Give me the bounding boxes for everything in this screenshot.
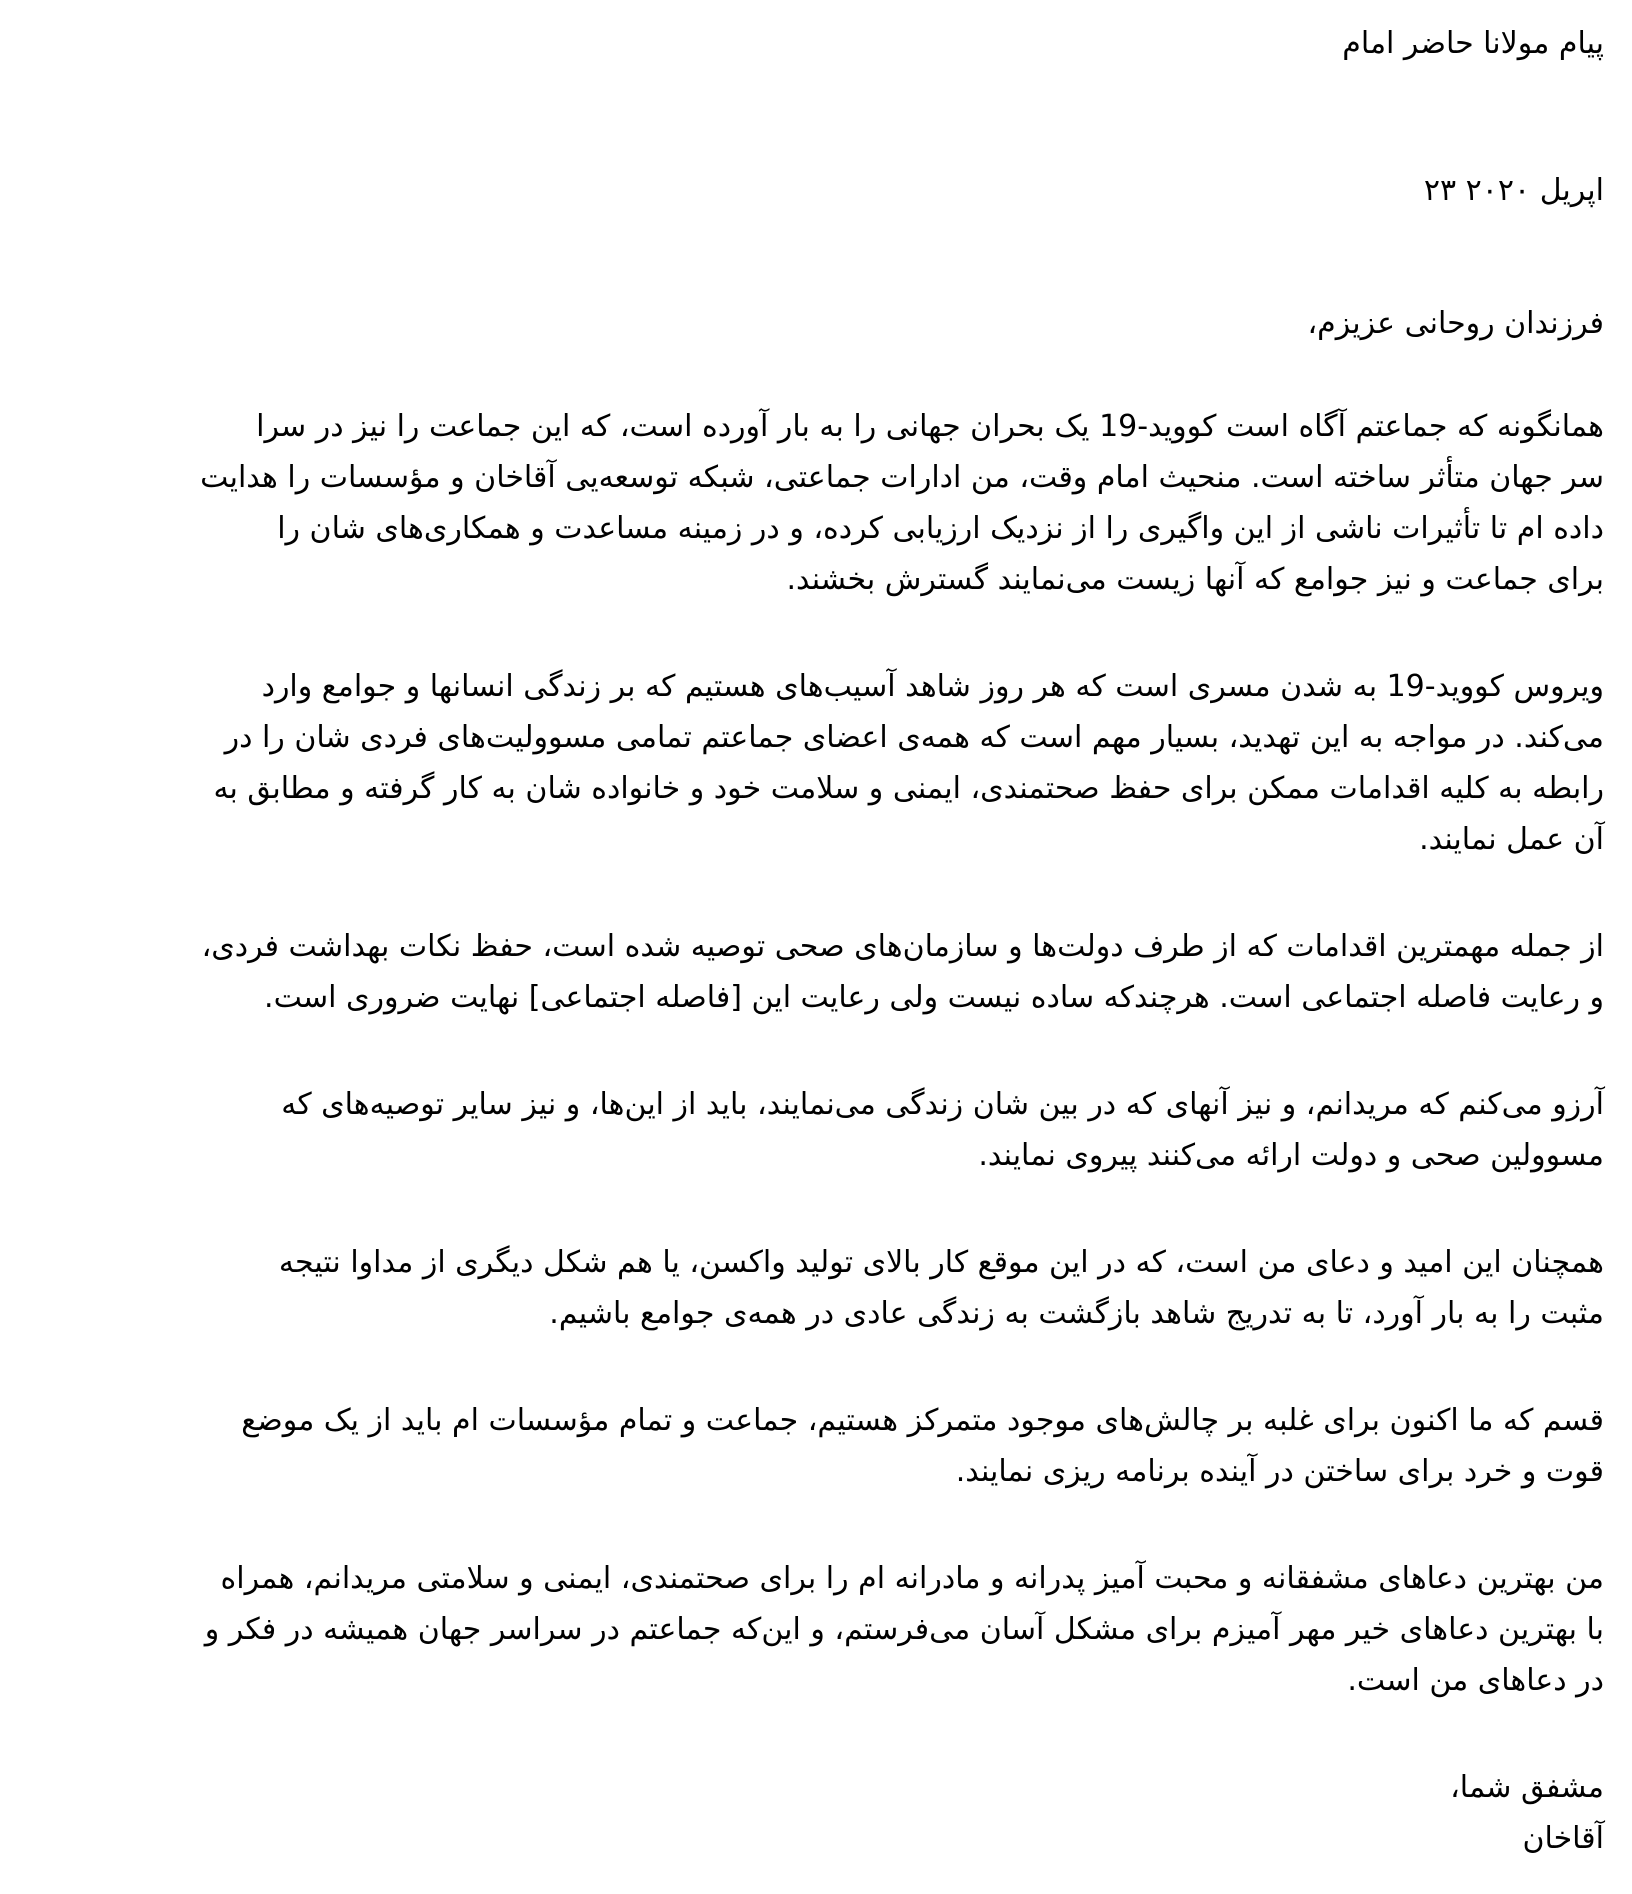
paragraph-line: قسم که ما اکنون برای غلبه بر چالش‌های موجود متمرکز هستیم، جماعت و تمام مؤسسات ام باید از یک موضع [241,1403,1604,1438]
paragraph-line: مثبت را به بار آورد، تا به تدریج شاهد بازگشت به زندگی عادی در همه‌ی جوامع باشیم. [549,1296,1604,1331]
paragraph-line: من بهترین دعاهای مشفقانه و محبت آمیز پدرانه و مادرانه ام را برای صحتمندی، ایمنی و سلامتی مریدانم، همراه [220,1561,1604,1596]
paragraph-line: داده ام تا تأثیرات ناشی از این واگیری را از نزدیک ارزیابی کرده، و در زمینه مساعدت و همکاری‌های شان را [277,511,1604,546]
paragraph-line: با بهترین دعاهای خیر مهر آمیزم برای مشکل آسان می‌فرستم، و این‌که جماعتم در سراسر جهان همیشه در فکر و [204,1612,1604,1647]
paragraph-line: و رعایت فاصله اجتماعی است. هرچندکه ساده نیست ولی رعایت این [فاصله اجتماعی] نهایت ضروری است. [264,980,1604,1015]
signature: آقاخان [1522,1821,1604,1856]
paragraph [28,1395,1604,1497]
paragraph [28,661,1604,865]
letter-closing [28,1762,1604,1864]
paragraph-line: سر جهان متأثر ساخته است. منحیث امام وقت، من ادارات جماعتی، شبکه توسعه‌یی آقاخان و مؤسسات را هدایت [200,460,1604,495]
paragraph-line: رابطه به کلیه اقدامات ممکن برای حفظ صحتمندی، ایمنی و سلامت خود و خانواده شان به کار گرفته و مطابق به [213,771,1604,806]
paragraph [28,1237,1604,1339]
paragraph [28,921,1604,1023]
paragraph-line: آرزو می‌کنم که مریدانم، و نیز آنهای که در بین شان زندگی می‌نمایند، باید از این‌ها، و نیز سایر توصیه‌های که [281,1087,1604,1122]
paragraph-line: برای جماعت و نیز جوامع که آنها زیست می‌نمایند گسترش بخشند. [786,562,1604,597]
letter-title: پیام مولانا حاضر امام [1342,26,1604,61]
paragraph-line: همچنان این امید و دعای من است، که در این موقع کار بالای تولید واکسن، یا هم شکل دیگری از مداوا نتیجه [278,1245,1604,1280]
paragraph-line: از جمله مهمترین اقدامات که از طرف دولت‌ها و سازمان‌های صحی توصیه شده است، حفظ نکات بهداشت فردی، [201,929,1604,964]
paragraph [28,1553,1604,1706]
paragraph [28,1079,1604,1181]
letter-date [28,165,1604,216]
paragraph-line: همانگونه که جماعتم آگاه است کووید-19 یک بحران جهانی را به بار آورده است، که این جماعت را نیز در سرا [256,409,1604,444]
paragraph-line: قوت و خرد برای ساختن در آینده برنامه ریزی نمایند. [955,1454,1604,1489]
paragraph-line: در دعاهای من است. [1347,1663,1604,1698]
closing-salutation: مشفق شما، [1450,1770,1604,1805]
paragraph-line: ویروس کووید-19 به شدن مسری است که هر روز شاهد آسیب‌های هستیم که بر زندگی انسانها و جوامع وارد [261,669,1604,704]
date-day-year: ۲۳ ۲۰۲۰ [1423,173,1531,208]
letter-greeting: فرزندان روحانی عزیزم، [1307,306,1604,341]
paragraph-line: آن عمل نمایند. [1419,822,1604,857]
paragraph [28,401,1604,605]
paragraph-line: می‌کند. در مواجه به این تهدید، بسیار مهم است که همه‌ی اعضای جماعتم تمامی مسوولیت‌های فردی شان را در [224,720,1604,755]
paragraph-line: مسوولین صحی و دولت ارائه می‌کنند پیروی نمایند. [978,1138,1604,1173]
date-month: اپریل [1539,173,1604,208]
